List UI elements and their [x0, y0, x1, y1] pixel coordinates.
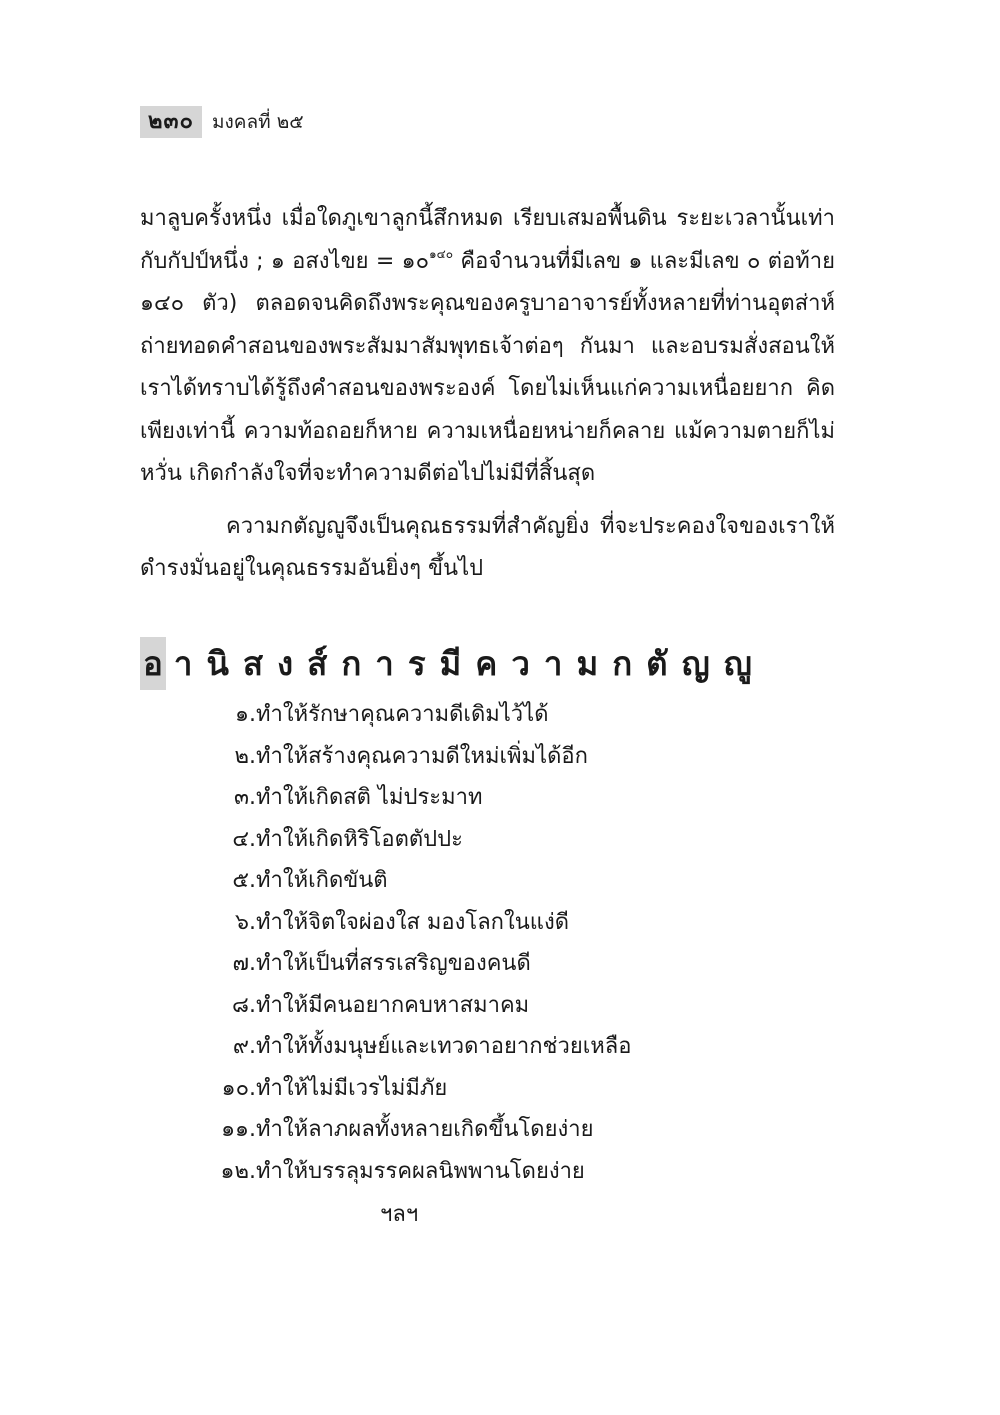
list-item [200, 736, 631, 778]
heading-text: านิสงส์การมีความกตัญญู [173, 644, 766, 683]
item-number: ๑๑. [221, 1117, 256, 1142]
item-number: ๙. [232, 1034, 256, 1059]
list-item [200, 1068, 631, 1110]
list-item [200, 985, 631, 1027]
paragraph-1-part-1: มาลูบครั้งหนึ่ง เมื่อใดภูเขาลูกนี้สึกหมด เรียบเสมอพื้นดิน ระยะเวลานั้นเท่ากับกัปป์หนึ่ง ; ๑ อสงไขย = ๑๐ [140, 206, 835, 274]
item-number: ๑. [235, 702, 256, 727]
exponent: ๑๔๐ [429, 246, 454, 261]
list-item [200, 1109, 631, 1151]
item-text: ทำให้สร้างคุณความดีใหม่เพิ่มได้อีก [256, 743, 588, 769]
item-number: ๗. [232, 951, 256, 976]
page-number: ๒๓๐ [140, 106, 202, 138]
paragraph-1-part-2: คือจำนวนที่มีเลข ๑ และมีเลข ๐ ต่อท้าย ๑๔๐ ตัว) ตลอดจนคิดถึงพระคุณของครูบาอาจารย์ทั้งหลายที่ท่านอุตส่าห์ถ่ายทอดคำสอนของพระสัมมาสัมพุทธเจ้าต่อๆ กันมา และอบรมสั่งสอนให้เราได้ทราบได้รู้ถึงคำสอนของพระองค์ โดยไม่เห็นแก่ความเหนื่อยยาก คิดเพียงเท่านี้ ความท้อถอยก็หาย ความเหนื่อยหน่ายก็คลาย แม้ความตายก็ไม่หวั่น เกิดกำลังใจที่จะทำความดีต่อไปไม่มีที่สิ้นสุด [140, 248, 835, 486]
item-text: ทำให้บรรลุมรรคผลนิพพานโดยง่าย [256, 1158, 585, 1184]
list-item [200, 819, 631, 861]
item-number: ๕. [232, 868, 256, 893]
item-text: ทำให้เกิดหิริโอตตัปปะ [256, 826, 463, 852]
list-item [200, 943, 631, 985]
list-item [200, 1026, 631, 1068]
item-number: ๑๐. [221, 1075, 256, 1101]
paragraph-2: ความกตัญญูจึงเป็นคุณธรรมที่สำคัญยิ่ง ที่จะประคองใจของเราให้ดำรงมั่นอยู่ในคุณธรรมอันยิ่งๆ ขึ้นไป [140, 513, 835, 581]
page-header [140, 106, 304, 138]
item-number: ๓. [233, 785, 256, 810]
list-item [200, 860, 631, 902]
section-heading [140, 637, 766, 690]
item-text: ทำให้มีคนอยากคบหาสมาคม [256, 992, 530, 1018]
list-item [200, 777, 631, 819]
item-number: ๘. [232, 992, 256, 1018]
item-number: ๒. [234, 743, 256, 769]
item-text: ทำให้เกิดสติ ไม่ประมาท [256, 785, 483, 810]
item-number: ๑๒. [220, 1158, 256, 1184]
list-item [200, 902, 631, 944]
paragraph-1 [140, 198, 835, 496]
item-text: ทำให้ไม่มีเวรไม่มีภัย [256, 1075, 448, 1101]
ending-mark: ฯลฯ [380, 1202, 419, 1227]
running-title: มงคลที่ ๒๕ [211, 111, 304, 133]
benefits-list [200, 694, 631, 1192]
item-number: ๖. [235, 909, 256, 935]
list-item [200, 694, 631, 736]
item-text: ทำให้เป็นที่สรรเสริญของคนดี [256, 951, 531, 976]
item-text: ทำให้ลาภผลทั้งหลายเกิดขึ้นโดยง่าย [256, 1117, 594, 1142]
item-text: ทำให้ทั้งมนุษย์และเทวดาอยากช่วยเหลือ [256, 1034, 632, 1059]
heading-first-letter: อ [140, 637, 166, 690]
item-text: ทำให้เกิดขันติ [256, 868, 388, 893]
item-number: ๔. [232, 826, 256, 852]
item-text: ทำให้จิตใจผ่องใส มองโลกในแง่ดี [256, 909, 569, 935]
body-text [140, 198, 835, 591]
item-text: ทำให้รักษาคุณความดีเดิมไว้ได้ [256, 702, 549, 727]
list-item [200, 1151, 631, 1193]
